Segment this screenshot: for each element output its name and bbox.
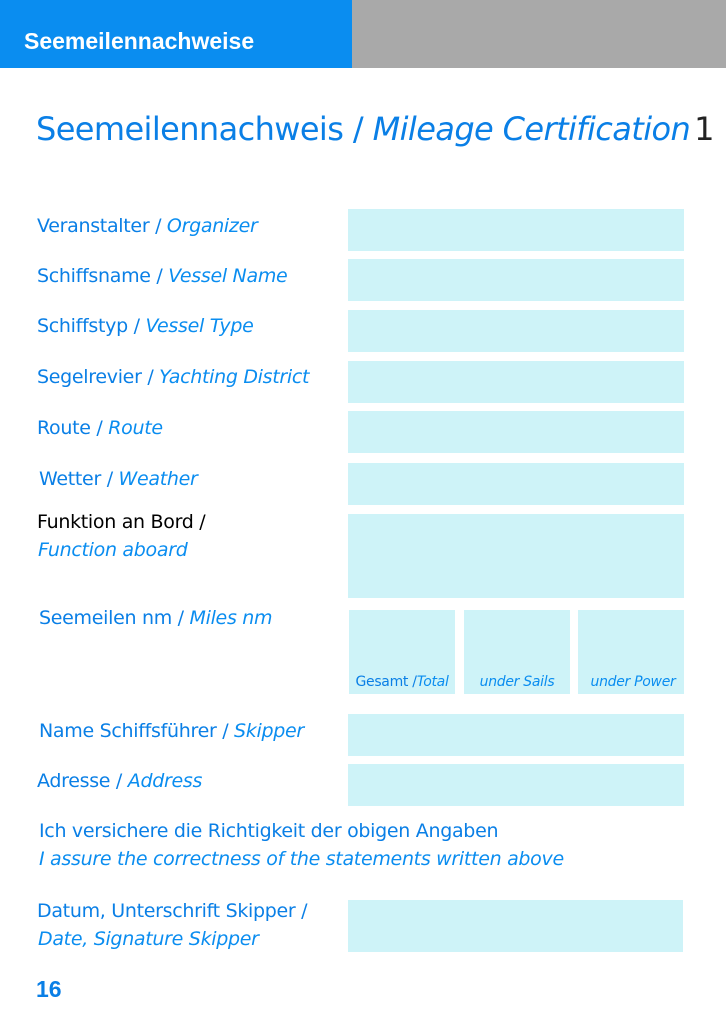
vessel-type-label: Schiffstyp / Vessel Type <box>37 315 254 337</box>
signature-label-en: Date, Signature Skipper <box>38 928 259 950</box>
miles-under-sails-label: under Sails <box>479 674 555 690</box>
miles-under-power-label: under Power <box>590 674 676 690</box>
skipper-label: Name Schiffsführer / Skipper <box>39 720 304 742</box>
route-label: Route / Route <box>37 417 163 439</box>
page-title-en: Mileage Certification <box>372 110 691 148</box>
header-title: Seemeilennachweise <box>24 28 255 54</box>
header-gray-bar <box>352 0 726 68</box>
declaration-de: Ich versichere die Richtigkeit der obigen Angaben <box>39 820 499 842</box>
miles-label: Seemeilen nm / Miles nm <box>39 607 273 629</box>
address-label: Adresse / Address <box>37 770 203 792</box>
organizer-label: Veranstalter / Organizer <box>37 215 258 237</box>
organizer-field[interactable] <box>348 209 684 251</box>
declaration-en: I assure the correctness of the statements written above <box>39 848 564 870</box>
vessel-type-field[interactable] <box>348 310 684 352</box>
page-title <box>36 110 714 148</box>
yachting-district-field[interactable] <box>348 361 684 403</box>
route-field[interactable] <box>348 411 684 453</box>
yachting-district-label: Segelrevier / Yachting District <box>37 366 310 388</box>
weather-label: Wetter / Weather <box>39 468 198 490</box>
miles-total-label: Gesamt /Total <box>355 674 449 690</box>
function-aboard-label-en: Function aboard <box>38 539 188 561</box>
signature-label-de: Datum, Unterschrift Skipper / <box>37 900 308 922</box>
skipper-field[interactable] <box>348 714 684 756</box>
function-aboard-label-de: Funktion an Bord / <box>37 511 206 533</box>
page-title-de: Seemeilennachweis / <box>36 110 373 148</box>
signature-field[interactable] <box>348 900 683 952</box>
page-number: 16 <box>36 976 62 1002</box>
address-field[interactable] <box>348 764 684 806</box>
page-title-number: 1 <box>694 110 714 148</box>
function-aboard-field[interactable] <box>348 514 684 598</box>
vessel-name-field[interactable] <box>348 259 684 301</box>
vessel-name-label: Schiffsname / Vessel Name <box>37 265 288 287</box>
weather-field[interactable] <box>348 463 684 505</box>
